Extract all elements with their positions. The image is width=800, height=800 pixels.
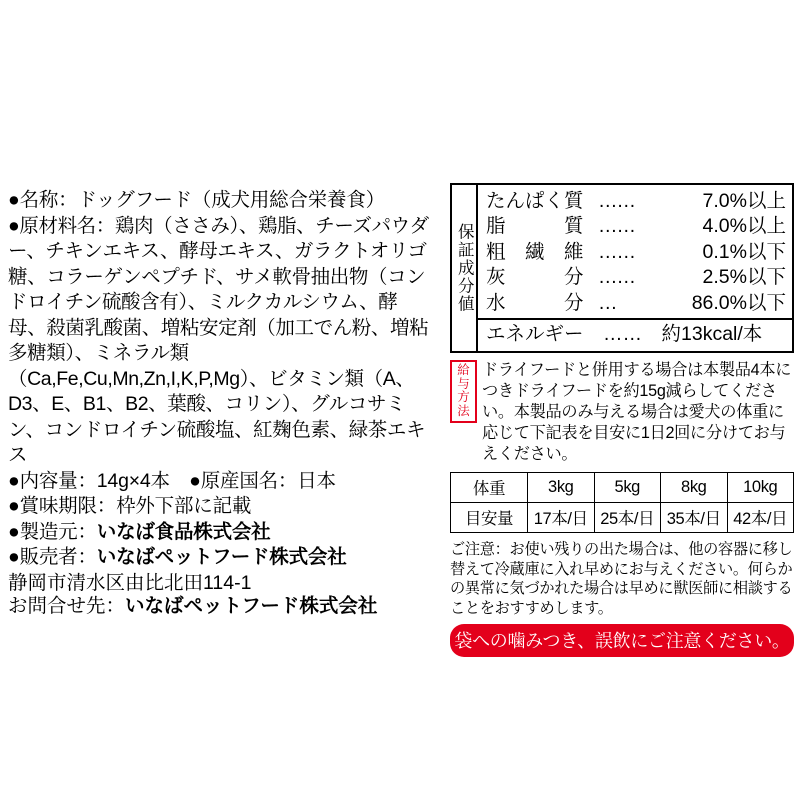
feeding-table-amount-cell: 35本/日 [661, 503, 728, 533]
feeding-method-block [450, 360, 794, 464]
guaranteed-analysis-box [450, 183, 794, 353]
analysis-row-value: 86.0%以下 [691, 291, 786, 314]
table-row [451, 473, 794, 503]
feeding-table-amount-cell: 17本/日 [528, 503, 595, 533]
best-before-line: ●賞味期限：枠外下部に記載 [8, 495, 252, 517]
contact-label: お問合せ先： [8, 595, 126, 617]
ingredients-block [8, 214, 432, 469]
feeding-table-amount-header: 目安量 [451, 503, 528, 533]
analysis-row [486, 189, 786, 214]
manufacturer-name: いなば食品株式会社 [96, 520, 271, 543]
warning-banner: 袋への噛みつき、誤飲にご注意ください。 [450, 624, 794, 657]
analysis-row-name: 水 分 [486, 291, 584, 314]
analysis-row [486, 291, 786, 316]
analysis-row-value: 4.0%以上 [702, 215, 786, 238]
analysis-row-name: たんぱく質 [486, 190, 584, 212]
seller-line [8, 545, 432, 571]
product-info-block [8, 188, 432, 596]
feeding-table-weight-cell: 10kg [727, 473, 794, 503]
contact-line [8, 590, 438, 618]
feeding-table-amount-cell: 25本/日 [594, 503, 661, 533]
guaranteed-analysis-rows [478, 185, 792, 351]
feeding-table-weight-header: 体重 [451, 473, 528, 503]
feeding-table-weight-cell: 5kg [594, 473, 661, 503]
analysis-row-dots: …… [598, 215, 635, 238]
manufacturer-line [8, 520, 432, 546]
seller-address: 静岡市清水区由比北田114-1 [8, 571, 252, 594]
table-row [451, 503, 794, 533]
feeding-method-badge: 給与方法 [450, 360, 477, 423]
analysis-row-name: 粗 繊 維 [486, 240, 584, 263]
analysis-row-value: 2.5%以下 [702, 266, 786, 289]
analysis-energy-row: エネルギー …… 約13kcal/本 [478, 318, 792, 347]
manufacturer-label: ●製造元： [8, 520, 97, 543]
analysis-row [486, 240, 786, 265]
analysis-row-dots: … [598, 291, 617, 314]
net-content-line: ●内容量：14g×4本 ●原産国名：日本 [8, 469, 336, 492]
analysis-row-dots: …… [598, 266, 635, 289]
product-name-line: ●名称：ドッグフード（成犬用総合栄養食） [8, 189, 385, 211]
guaranteed-analysis-side-label-text: 保証成分値 [455, 223, 474, 314]
analysis-row-value: 0.1%以下 [702, 240, 786, 263]
ingredients-label: ●原材料名： [8, 214, 115, 237]
analysis-row-dots: …… [598, 190, 635, 212]
analysis-row [486, 214, 786, 239]
feeding-table-weight-cell: 8kg [661, 473, 728, 503]
analysis-row [486, 265, 786, 290]
feeding-amount-table [450, 472, 794, 533]
feeding-table-weight-cell: 3kg [528, 473, 595, 503]
analysis-row-name: 脂 質 [486, 215, 584, 238]
seller-label: ●販売者： [8, 546, 97, 568]
ingredients-body: 鶏肉（ささみ）、鶏脂、チーズパウダー、チキンエキス、酵母エキス、ガラクトオリゴ糖、コラーゲンペプチド、サメ軟骨抽出物（コンドロイチン硫酸含有）、ミルクカルシウム、酵母、殺菌乳酸菌、増粘安定剤（加工でん粉、増粘多糖類）、ミネラル類（Ca,Fe,Cu,Mn,Zn,I,K,P,Mg）、ビタミン類（A、D3、E、B1、B2、葉酸、コリン）、グルコサミン、コンドロイチン硫酸塩、紅麹色素、緑茶エキス [8, 214, 429, 466]
seller-name: いなばペットフード株式会社 [96, 546, 347, 568]
analysis-row-name: 灰 分 [486, 266, 584, 289]
feeding-method-text: ドライフードと併用する場合は本製品4本につきドライフードを約15g減らしてください。本製品のみ与える場合は愛犬の体重に応じて下記表を目安に1日2回に分けてお与えください。 [482, 361, 792, 463]
caution-text: ご注意：お使い残りの出た場合は、他の容器に移し替えて冷蔵庫に入れ早めにお与えください。何らかの異常に気づかれた場合は早めに獣医師に相談することをおすすめします。 [450, 541, 793, 617]
guaranteed-analysis-side-label [452, 185, 478, 351]
analysis-row-dots: …… [598, 240, 635, 263]
nutrition-block [450, 183, 794, 657]
contact-company: いなばペットフード株式会社 [125, 595, 378, 617]
analysis-row-value: 7.0%以上 [702, 190, 786, 212]
feeding-table-amount-cell: 42本/日 [727, 503, 794, 533]
